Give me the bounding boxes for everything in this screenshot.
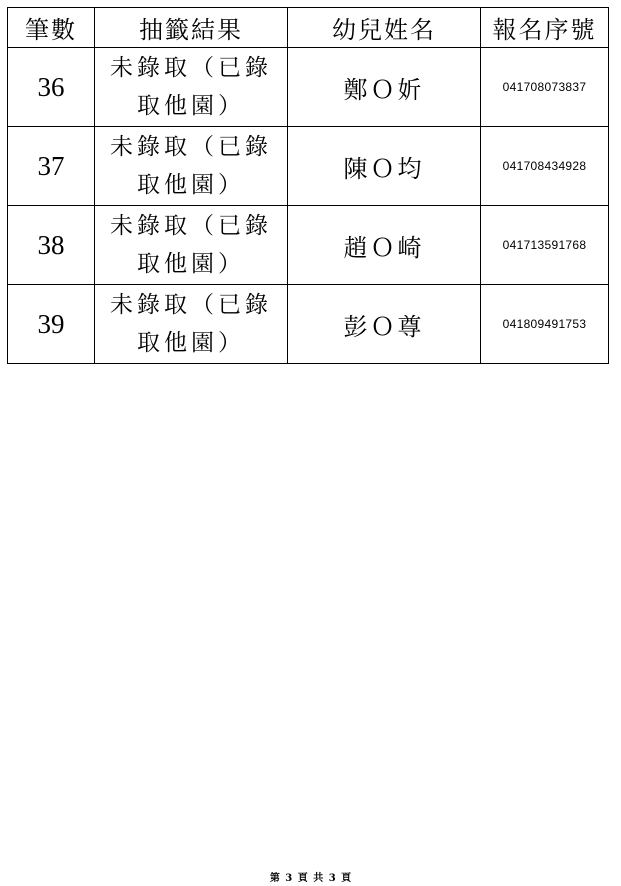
row-number: 36 [8, 48, 95, 127]
row-result [95, 206, 288, 285]
table-header-row [8, 8, 609, 48]
row-result-line2: 取他園） [137, 172, 245, 198]
row-registration-number: 041809491753 [481, 285, 609, 364]
lottery-results-table [7, 7, 609, 364]
row-child-name: 趙Ｏ崎 [288, 206, 481, 285]
row-result-line1: 未錄取（已錄 [110, 134, 272, 160]
header-number: 筆數 [8, 8, 95, 48]
row-child-name: 陳Ｏ均 [288, 127, 481, 206]
row-result-line1: 未錄取（已錄 [110, 213, 272, 239]
table-row [8, 48, 609, 127]
page-number-footer: 第 3 頁 共 3 頁 [269, 873, 352, 884]
row-registration-number: 041708434928 [481, 127, 609, 206]
header-result: 抽籤結果 [95, 8, 288, 48]
row-child-name: 彭Ｏ尊 [288, 285, 481, 364]
row-result [95, 127, 288, 206]
row-registration-number: 041708073837 [481, 48, 609, 127]
table-row [8, 285, 609, 364]
row-number: 37 [8, 127, 95, 206]
row-child-name: 鄭Ｏ妡 [288, 48, 481, 127]
row-registration-number: 041713591768 [481, 206, 609, 285]
table-row [8, 206, 609, 285]
header-name: 幼兒姓名 [288, 8, 481, 48]
row-result-line2: 取他園） [137, 93, 245, 119]
row-number: 38 [8, 206, 95, 285]
row-number: 39 [8, 285, 95, 364]
row-result-line2: 取他園） [137, 330, 245, 356]
row-result [95, 285, 288, 364]
header-registration: 報名序號 [481, 8, 609, 48]
row-result-line1: 未錄取（已錄 [110, 292, 272, 318]
row-result-line2: 取他園） [137, 251, 245, 277]
row-result [95, 48, 288, 127]
table-row [8, 127, 609, 206]
row-result-line1: 未錄取（已錄 [110, 55, 272, 81]
